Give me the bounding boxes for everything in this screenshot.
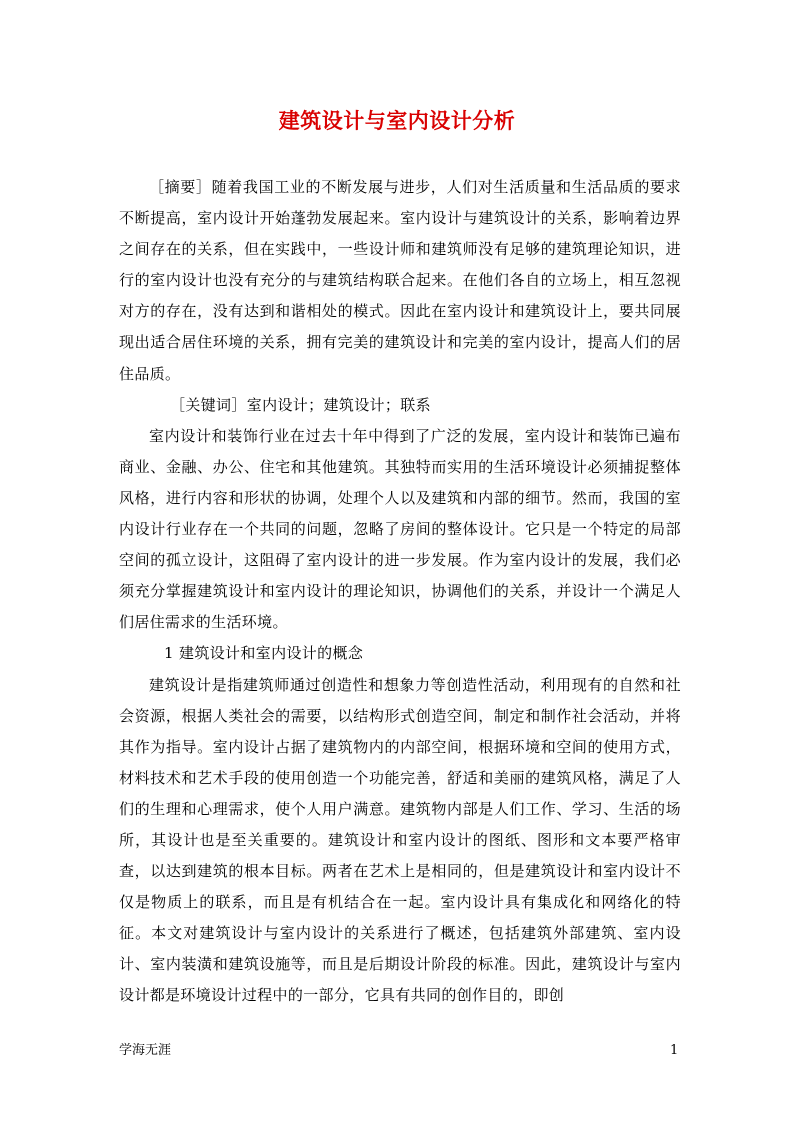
intro-paragraph: 室内设计和装饰行业在过去十年中得到了广泛的发展，室内设计和装饰已遍布商业、金融、办公、住宅和其他建筑。其独特而实用的生活环境设计必须捕捉整体风格，进行内容和形状的协调，处理个人以及建筑和内部的细节。然而，我国的室内设计行业存在一个共同的问题，忽略了房间的整体设计。它只是一个特定的局部空间的孤立设计，这阻碍了室内设计的进一步发展。作为室内设计的发展，我们必须充分掌握建筑设计和室内设计的理论知识，协调他们的关系，并设计一个满足人们居住需求的生活环境。 <box>119 426 681 632</box>
section-1-heading: 1 建筑设计和室内设计的概念 <box>164 644 364 663</box>
footer-text: 学海无涯 <box>119 1043 172 1058</box>
keywords-paragraph: ［关键词］室内设计；建筑设计；联系 <box>170 395 431 414</box>
section-1-paragraph: 建筑设计是指建筑师通过创造性和想象力等创造性活动，利用现有的自然和社会资源，根据人类社会的需要，以结构形式创造空间，制定和制作社会活动，并将其作为指导。室内设计占据了建筑物内的内部空间，根据环境和空间的使用方式，材料技术和艺术手段的使用创造一个功能完善，舒适和美丽的建筑风格，满足了人们的生理和心理需求，使个人用户满意。建筑物内部是人们工作、学习、生活的场所，其设计也是至关重要的。建筑设计和室内设计的图纸、图形和文本要严格审查，以达到建筑的根本目标。两者在艺术上是相同的，但是建筑设计和室内设计不仅是物质上的联系，而且是有机结合在一起。室内设计具有集成化和网络化的特征。本文对建筑设计与室内设计的关系进行了概述，包括建筑外部建筑、室内设计、室内装潢和建筑设施等，而且是后期设计阶段的标准。因此，建筑设计与室内设计都是环境设计过程中的一部分，它具有共同的创作目的，即创 <box>119 675 681 1005</box>
document-title: 建筑设计与室内设计分析 <box>278 108 516 133</box>
abstract-paragraph: ［摘要］随着我国工业的不断发展与进步，人们对生活质量和生活品质的要求不断提高，室内设计开始蓬勃发展起来。室内设计与建筑设计的关系，影响着边界之间存在的关系，但在实践中，一些设计师和建筑师没有足够的建筑理论知识，进行的室内设计也没有充分的与建筑结构联合起来。在他们各自的立场上，相互忽视对方的存在，没有达到和谐相处的模式。因此在室内设计和建筑设计上，要共同展现出适合居住环境的关系，拥有完美的建筑设计和完美的室内设计，提高人们的居住品质。 <box>119 178 681 383</box>
page-number: 1 <box>670 1043 679 1058</box>
document-body <box>119 172 681 1012</box>
